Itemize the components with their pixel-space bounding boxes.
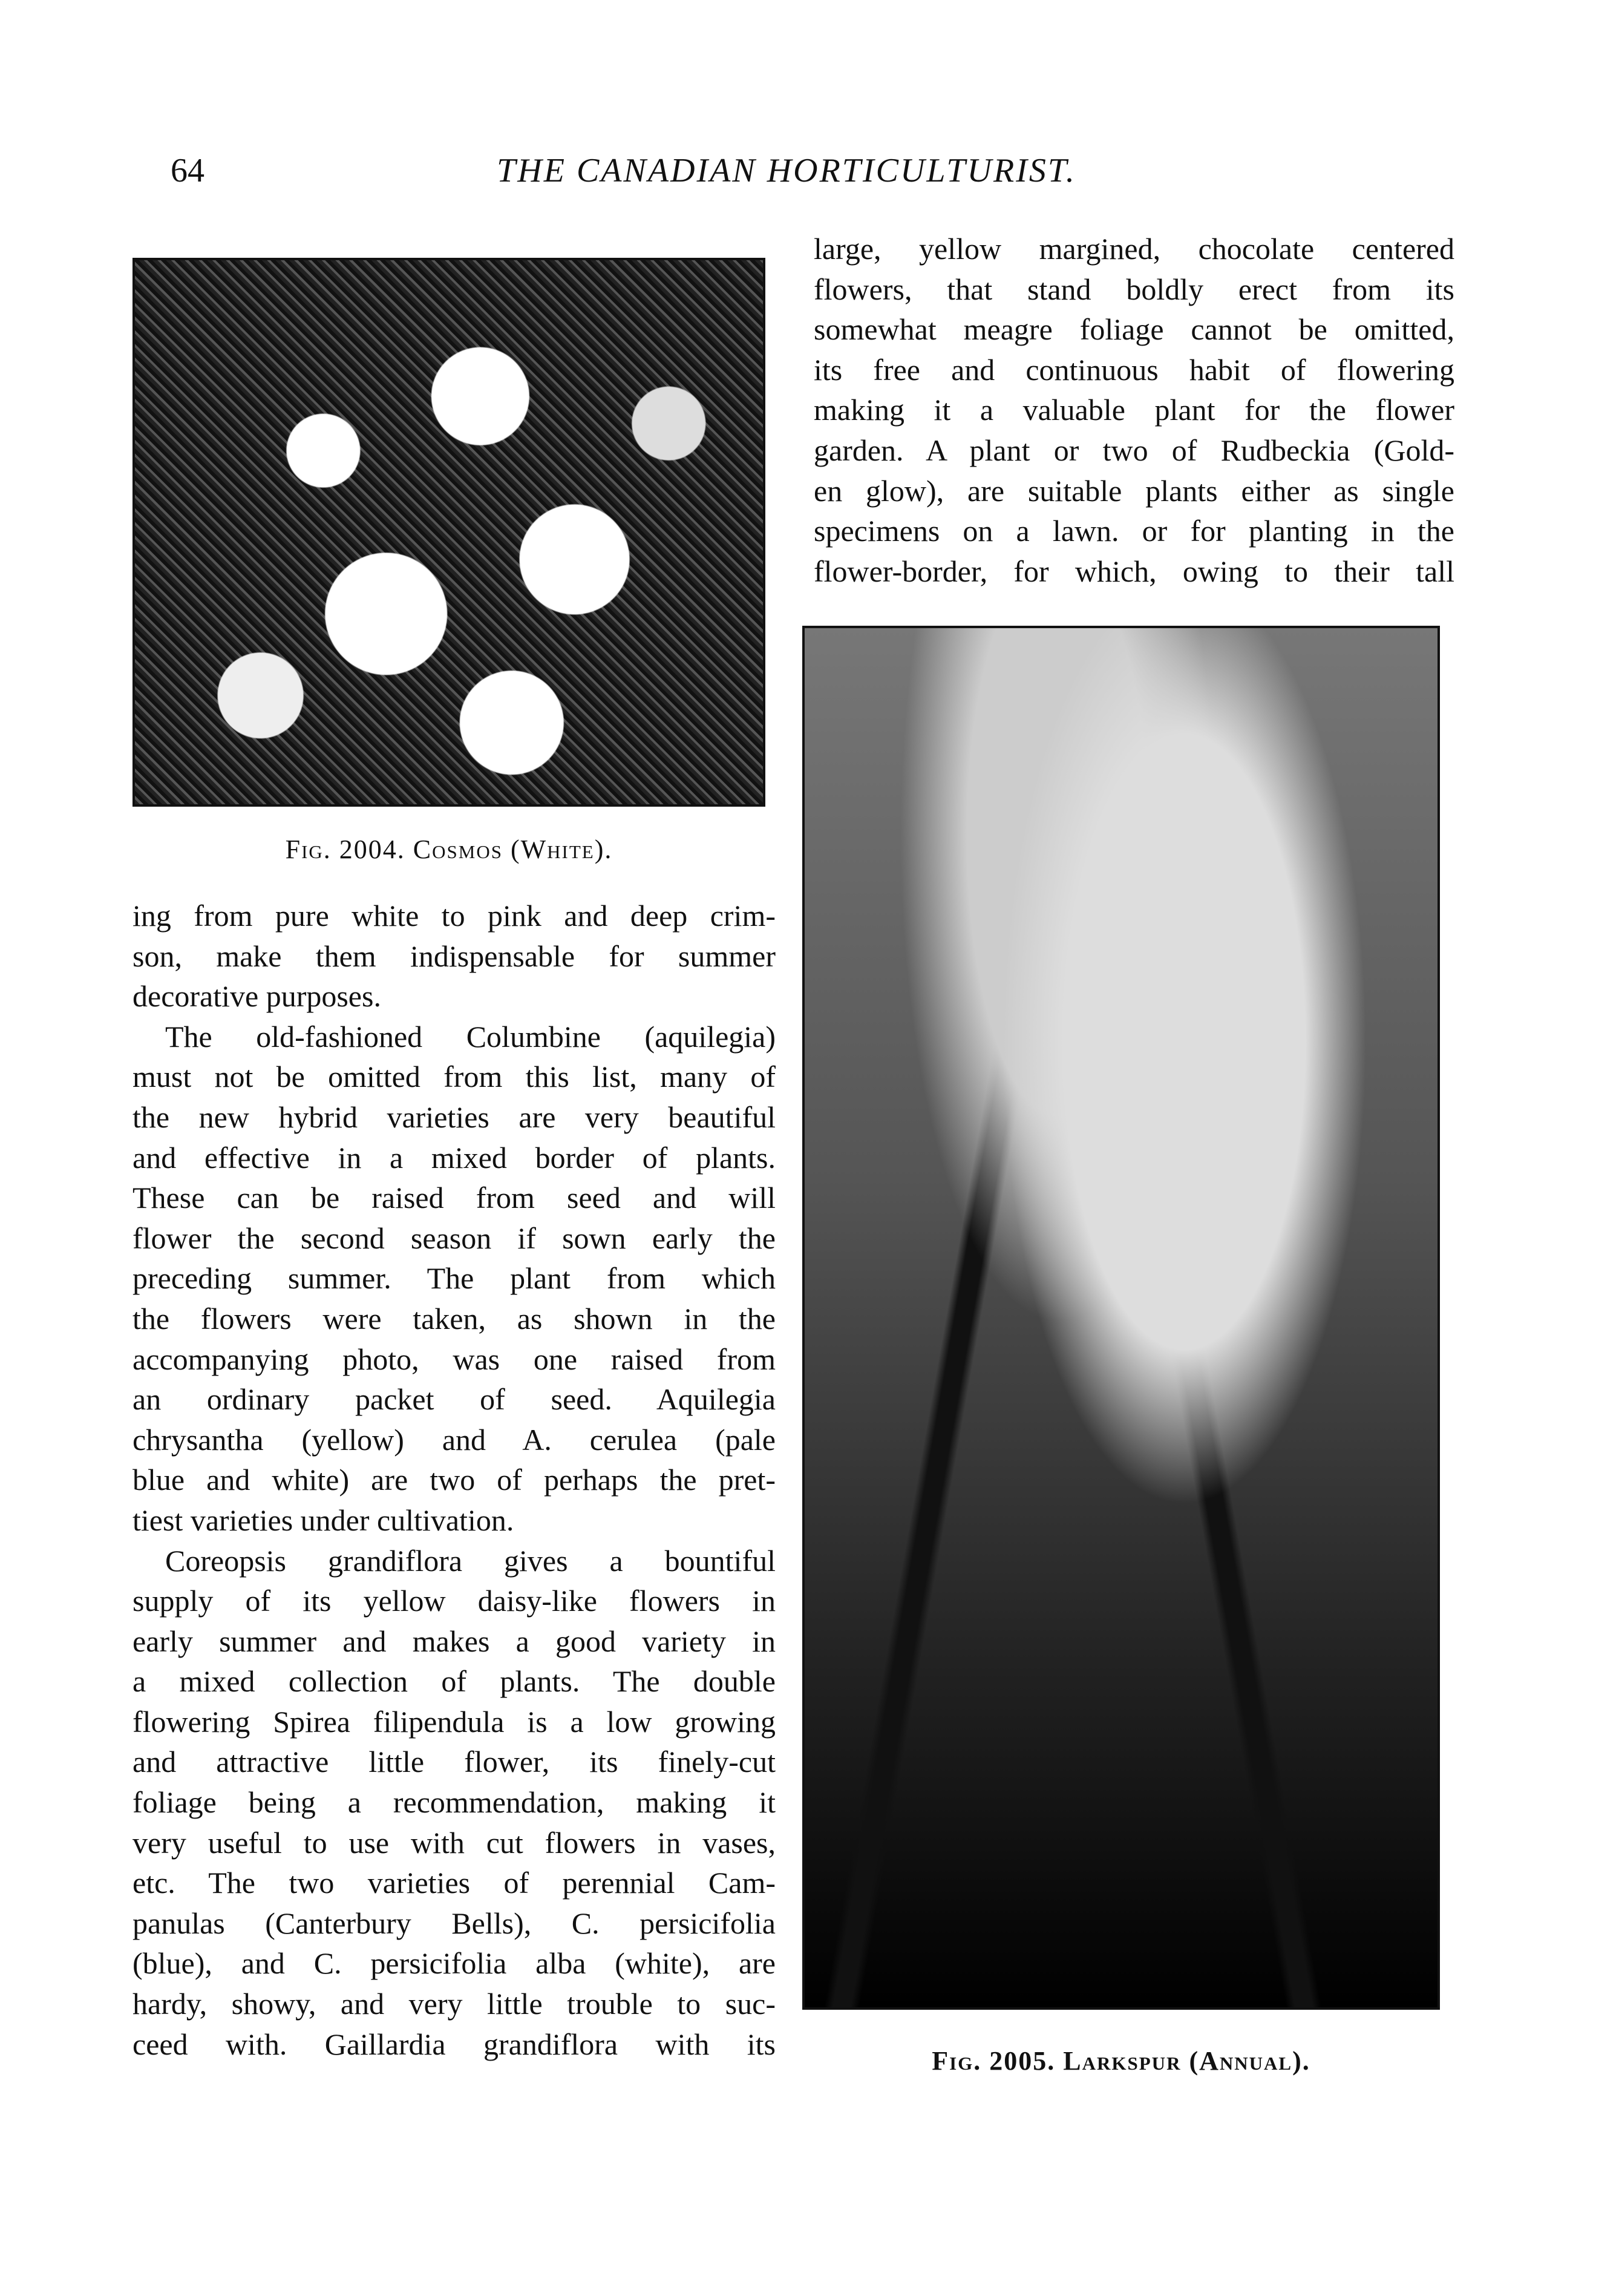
figure-caption: Fig. 2004. Cosmos (White). — [285, 835, 613, 864]
text-line: must not be omitted from this list, many of — [132, 1060, 776, 1094]
text-line: making it a valuable plant for the flower — [814, 393, 1454, 427]
text-line: a mixed collection of plants. The double — [132, 1664, 776, 1699]
paragraph — [132, 1541, 776, 2065]
text-line: etc. The two varieties of perennial Cam- — [132, 1866, 776, 1900]
text-line: and attractive little flower, its finely-cut — [132, 1745, 776, 1779]
text-line: ceed with. Gaillardia grandiflora with its — [132, 2027, 776, 2061]
text-line: supply of its yellow daisy-like flowers in — [132, 1584, 776, 1618]
text-line: preceding summer. The plant from which — [132, 1261, 776, 1296]
text-line: decorative purposes. — [132, 979, 381, 1014]
figure-caption: Fig. 2005. Larkspur (Annual). — [932, 2046, 1310, 2076]
text-line: flowering Spirea filipendula is a low growing — [132, 1704, 776, 1739]
text-line: and effective in a mixed border of plants. — [132, 1140, 776, 1175]
text-line: tiest varieties under cultivation. — [132, 1503, 514, 1537]
text-line: (blue), and C. persicifolia alba (white), are — [132, 1946, 776, 1981]
text-line: en glow), are suitable plants either as single — [814, 473, 1454, 508]
text-line: somewhat meagre foliage cannot be omitted, — [814, 312, 1454, 347]
text-line: Coreopsis grandiflora gives a bountiful — [165, 1543, 776, 1578]
text-line: very useful to use with cut flowers in vases, — [132, 1825, 776, 1860]
text-line: the flowers were taken, as shown in the — [132, 1301, 776, 1336]
text-line: an ordinary packet of seed. Aquilegia — [132, 1382, 776, 1417]
text-line: its free and continuous habit of flowering — [814, 352, 1454, 387]
running-title: THE CANADIAN HORTICULTURIST. — [497, 152, 1076, 189]
text-line: flower-border, for which, owing to their tall — [814, 554, 1454, 588]
text-line: flowers, that stand boldly erect from its — [814, 272, 1454, 306]
text-line: accompanying photo, was one raised from — [132, 1342, 776, 1376]
text-line: the new hybrid varieties are very beautiful — [132, 1100, 776, 1134]
figure-cosmos-photo — [132, 258, 765, 807]
text-line: early summer and makes a good variety in — [132, 1624, 776, 1658]
text-line: The old-fashioned Columbine (aquilegia) — [165, 1019, 776, 1054]
text-line: ing from pure white to pink and deep crim- — [132, 899, 776, 933]
paragraph — [132, 896, 776, 1017]
text-line: specimens on a lawn. or for planting in the — [814, 514, 1454, 548]
text-line: garden. A plant or two of Rudbeckia (Gold- — [814, 433, 1454, 467]
page-number: 64 — [171, 152, 204, 189]
text-line: chrysantha (yellow) and A. cerulea (pale — [132, 1422, 776, 1457]
text-line: flower the second season if sown early the — [132, 1221, 776, 1255]
text-line: These can be raised from seed and will — [132, 1181, 776, 1215]
figure-larkspur-photo — [802, 626, 1440, 2010]
right-column-text — [814, 229, 1454, 591]
text-line: son, make them indispensable for summer — [132, 939, 776, 973]
paragraph — [132, 1017, 776, 1541]
text-line: blue and white) are two of perhaps the pret- — [132, 1463, 776, 1497]
paragraph — [814, 229, 1454, 591]
text-line: panulas (Canterbury Bells), C. persicifolia — [132, 1906, 776, 1940]
text-line: foliage being a recommendation, making it — [132, 1785, 776, 1820]
left-column-text — [132, 896, 776, 2064]
text-line: large, yellow margined, chocolate centered — [814, 232, 1454, 266]
text-line: hardy, showy, and very little trouble to suc- — [132, 1987, 776, 2021]
